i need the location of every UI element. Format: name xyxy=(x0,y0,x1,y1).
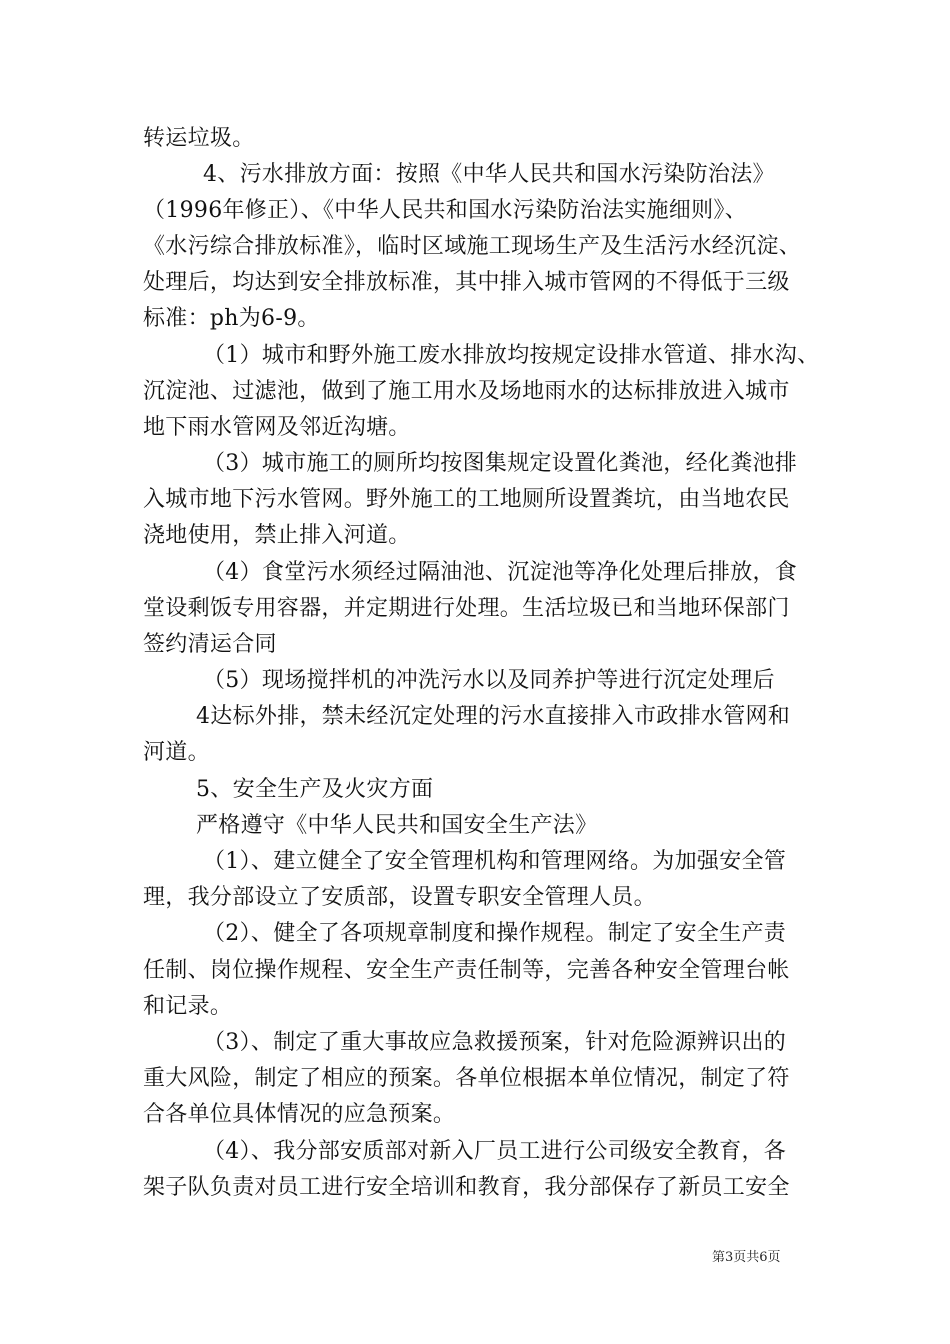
text-line: 5、安全生产及火灾方面 xyxy=(196,777,434,802)
text-line: （4）食堂污水须经过隔油池、沉淀池等净化处理后排放，食 xyxy=(203,560,798,585)
text-line: 浇地使用，禁止排入河道。 xyxy=(143,523,411,548)
page-number: 第3页共6页 xyxy=(712,1250,781,1265)
text-line: 和记录。 xyxy=(143,994,233,1019)
text-line: （4）、我分部安质部对新入厂员工进行公司级安全教育，各 xyxy=(203,1139,787,1164)
text-line: （1）城市和野外施工废水排放均按规定设排水管道、排水沟、 xyxy=(203,343,820,368)
text-line: 重大风险，制定了相应的预案。各单位根据本单位情况，制定了符 xyxy=(143,1066,790,1091)
text-line: （1）、建立健全了安全管理机构和管理网络。为加强安全管 xyxy=(203,849,787,874)
text-line: 合各单位具体情况的应急预案。 xyxy=(143,1102,456,1127)
text-line: 地下雨水管网及邻近沟塘。 xyxy=(143,415,411,440)
text-line: 转运垃圾。 xyxy=(143,126,255,151)
text-line: 堂设剩饭专用容器，并定期进行处理。生活垃圾已和当地环保部门 xyxy=(143,596,790,621)
text-line: （3）城市施工的厕所均按图集规定设置化粪池，经化粪池排 xyxy=(203,451,798,476)
text-line: 任制、岗位操作规程、安全生产责任制等，完善各种安全管理台帐 xyxy=(143,958,790,983)
text-line: 架子队负责对员工进行安全培训和教育，我分部保存了新员工安全 xyxy=(143,1175,790,1200)
text-line: 4达标外排，禁未经沉定处理的污水直接排入市政排水管网和 xyxy=(196,704,791,729)
text-line: 《水污综合排放标准》，临时区域施工现场生产及生活污水经沉淀、 xyxy=(143,234,802,259)
text-line: 处理后，均达到安全排放标准，其中排入城市管网的不得低于三级 xyxy=(143,270,790,295)
text-line: 标准：ph为6-9。 xyxy=(143,306,320,331)
text-line: （5）现场搅拌机的冲洗污水以及同养护等进行沉定处理后 xyxy=(203,668,775,693)
text-line: 理，我分部设立了安质部，设置专职安全管理人员。 xyxy=(143,885,656,910)
text-line: （2）、健全了各项规章制度和操作规程。制定了安全生产责 xyxy=(203,921,787,946)
text-line: 沉淀池、过滤池，做到了施工用水及场地雨水的达标排放进入城市 xyxy=(143,379,790,404)
text-line: 入城市地下污水管网。野外施工的工地厕所设置粪坑，由当地农民 xyxy=(143,487,790,512)
text-line: 河道。 xyxy=(143,740,210,765)
text-line: 4、污水排放方面：按照《中华人民共和国水污染防治法》 xyxy=(203,162,775,187)
text-line: 签约清运合同 xyxy=(143,632,277,657)
text-line: （1996年修正）、《中华人民共和国水污染防治法实施细则》、 xyxy=(143,198,747,223)
text-line: 严格遵守《中华人民共和国安全生产法》 xyxy=(196,813,598,838)
text-line: （3）、制定了重大事故应急救援预案，针对危险源辨识出的 xyxy=(203,1030,787,1055)
